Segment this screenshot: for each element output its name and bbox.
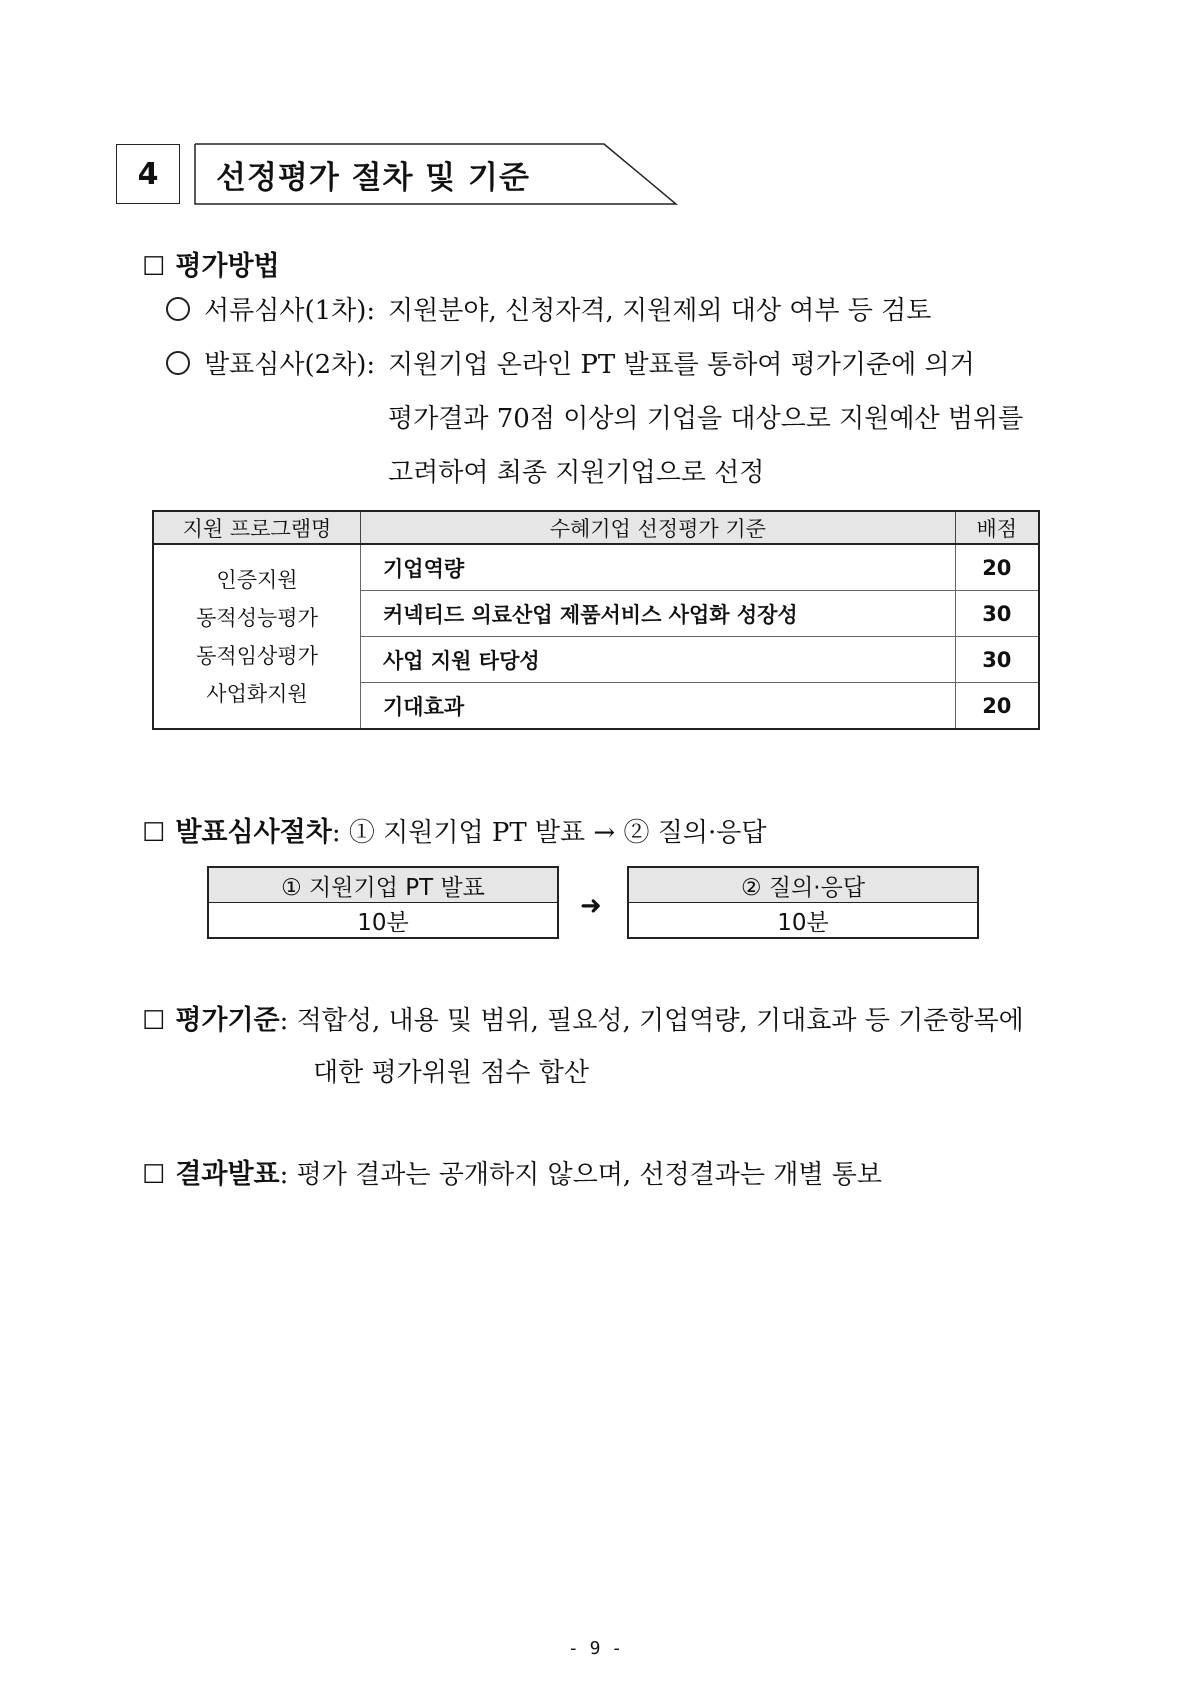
step-1-box bbox=[207, 866, 559, 939]
program-name: 동적성능평가 bbox=[196, 605, 318, 630]
square-bullet-icon: ☐ bbox=[142, 1006, 166, 1036]
criteria-line-1: : 적합성, 내용 및 범위, 필요성, 기업역량, 기대효과 등 기준항목에 bbox=[279, 1006, 1024, 1036]
presentation-heading: ☐ 발표심사절차: ① 지원기업 PT 발표 → ② 질의·응답 bbox=[142, 817, 767, 848]
program-name: 사업화지원 bbox=[206, 681, 308, 706]
criterion-score: 30 bbox=[955, 591, 1039, 637]
result-text: : 평가 결과는 공개하지 않으며, 선정결과는 개별 통보 bbox=[279, 1160, 882, 1190]
criteria-heading: ☐ 평가기준: 적합성, 내용 및 범위, 필요성, 기업역량, 기대효과 등 기준항목에 bbox=[142, 1005, 1024, 1036]
step-1-title: ① 지원기업 PT 발표 bbox=[209, 868, 557, 903]
square-bullet-icon: ☐ bbox=[142, 818, 166, 848]
step-2-time: 10분 bbox=[777, 909, 829, 936]
eval-item-2-line-3: 고려하여 최종 지원기업으로 선정 bbox=[388, 458, 765, 488]
square-bullet-icon: ☐ bbox=[142, 1160, 166, 1190]
table-row bbox=[153, 544, 1039, 591]
eval-method-heading: ☐ 평가방법 bbox=[142, 251, 280, 282]
result-heading: ☐ 결과발표: 평가 결과는 공개하지 않으며, 선정결과는 개별 통보 bbox=[142, 1159, 882, 1190]
criteria-table bbox=[152, 510, 1040, 730]
criterion-name: 커넥티드 의료산업 제품서비스 사업화 성장성 bbox=[361, 591, 956, 637]
step-2-title: ② 질의·응답 bbox=[629, 868, 977, 903]
criterion-score: 20 bbox=[955, 544, 1039, 591]
criterion-score: 30 bbox=[955, 637, 1039, 683]
program-list bbox=[153, 544, 361, 729]
arrow-right-icon: ➜ bbox=[580, 891, 602, 921]
program-name: 인증지원 bbox=[216, 567, 298, 592]
table-header-row bbox=[153, 511, 1039, 544]
criterion-name: 사업 지원 타당성 bbox=[361, 637, 956, 683]
eval-item-2-line-2: 평가결과 70점 이상의 기업을 대상으로 지원예산 범위를 bbox=[388, 404, 1024, 434]
step-1-time: 10분 bbox=[357, 909, 409, 936]
criteria-line-2: 대한 평가위원 점수 합산 bbox=[313, 1058, 589, 1088]
eval-item-2: 발표심사(2차): bbox=[166, 344, 375, 381]
table-header: 배점 bbox=[955, 511, 1039, 544]
program-name: 동적임상평가 bbox=[196, 643, 318, 668]
eval-item-2-line-1: 지원기업 온라인 PT 발표를 통하여 평가기준에 의거 bbox=[388, 350, 975, 380]
step-2-box bbox=[627, 866, 979, 939]
section-number: 4 bbox=[116, 144, 180, 204]
eval-item-1-text: 지원분야, 신청자격, 지원제외 대상 여부 등 검토 bbox=[388, 296, 932, 326]
circle-bullet-icon bbox=[166, 351, 190, 375]
square-bullet-icon: ☐ bbox=[142, 252, 166, 282]
circle-bullet-icon bbox=[166, 297, 190, 321]
eval-item-1: 서류심사(1차): bbox=[166, 290, 375, 327]
criterion-name: 기업역량 bbox=[361, 544, 956, 591]
page-number: - 9 - bbox=[567, 1638, 623, 1659]
section-title: 선정평가 절차 및 기준 bbox=[216, 160, 530, 196]
presentation-summary: : ① 지원기업 PT 발표 → ② 질의·응답 bbox=[331, 818, 767, 848]
table-header: 지원 프로그램명 bbox=[153, 511, 361, 544]
criterion-name: 기대효과 bbox=[361, 683, 956, 730]
criterion-score: 20 bbox=[955, 683, 1039, 730]
table-header: 수혜기업 선정평가 기준 bbox=[361, 511, 956, 544]
